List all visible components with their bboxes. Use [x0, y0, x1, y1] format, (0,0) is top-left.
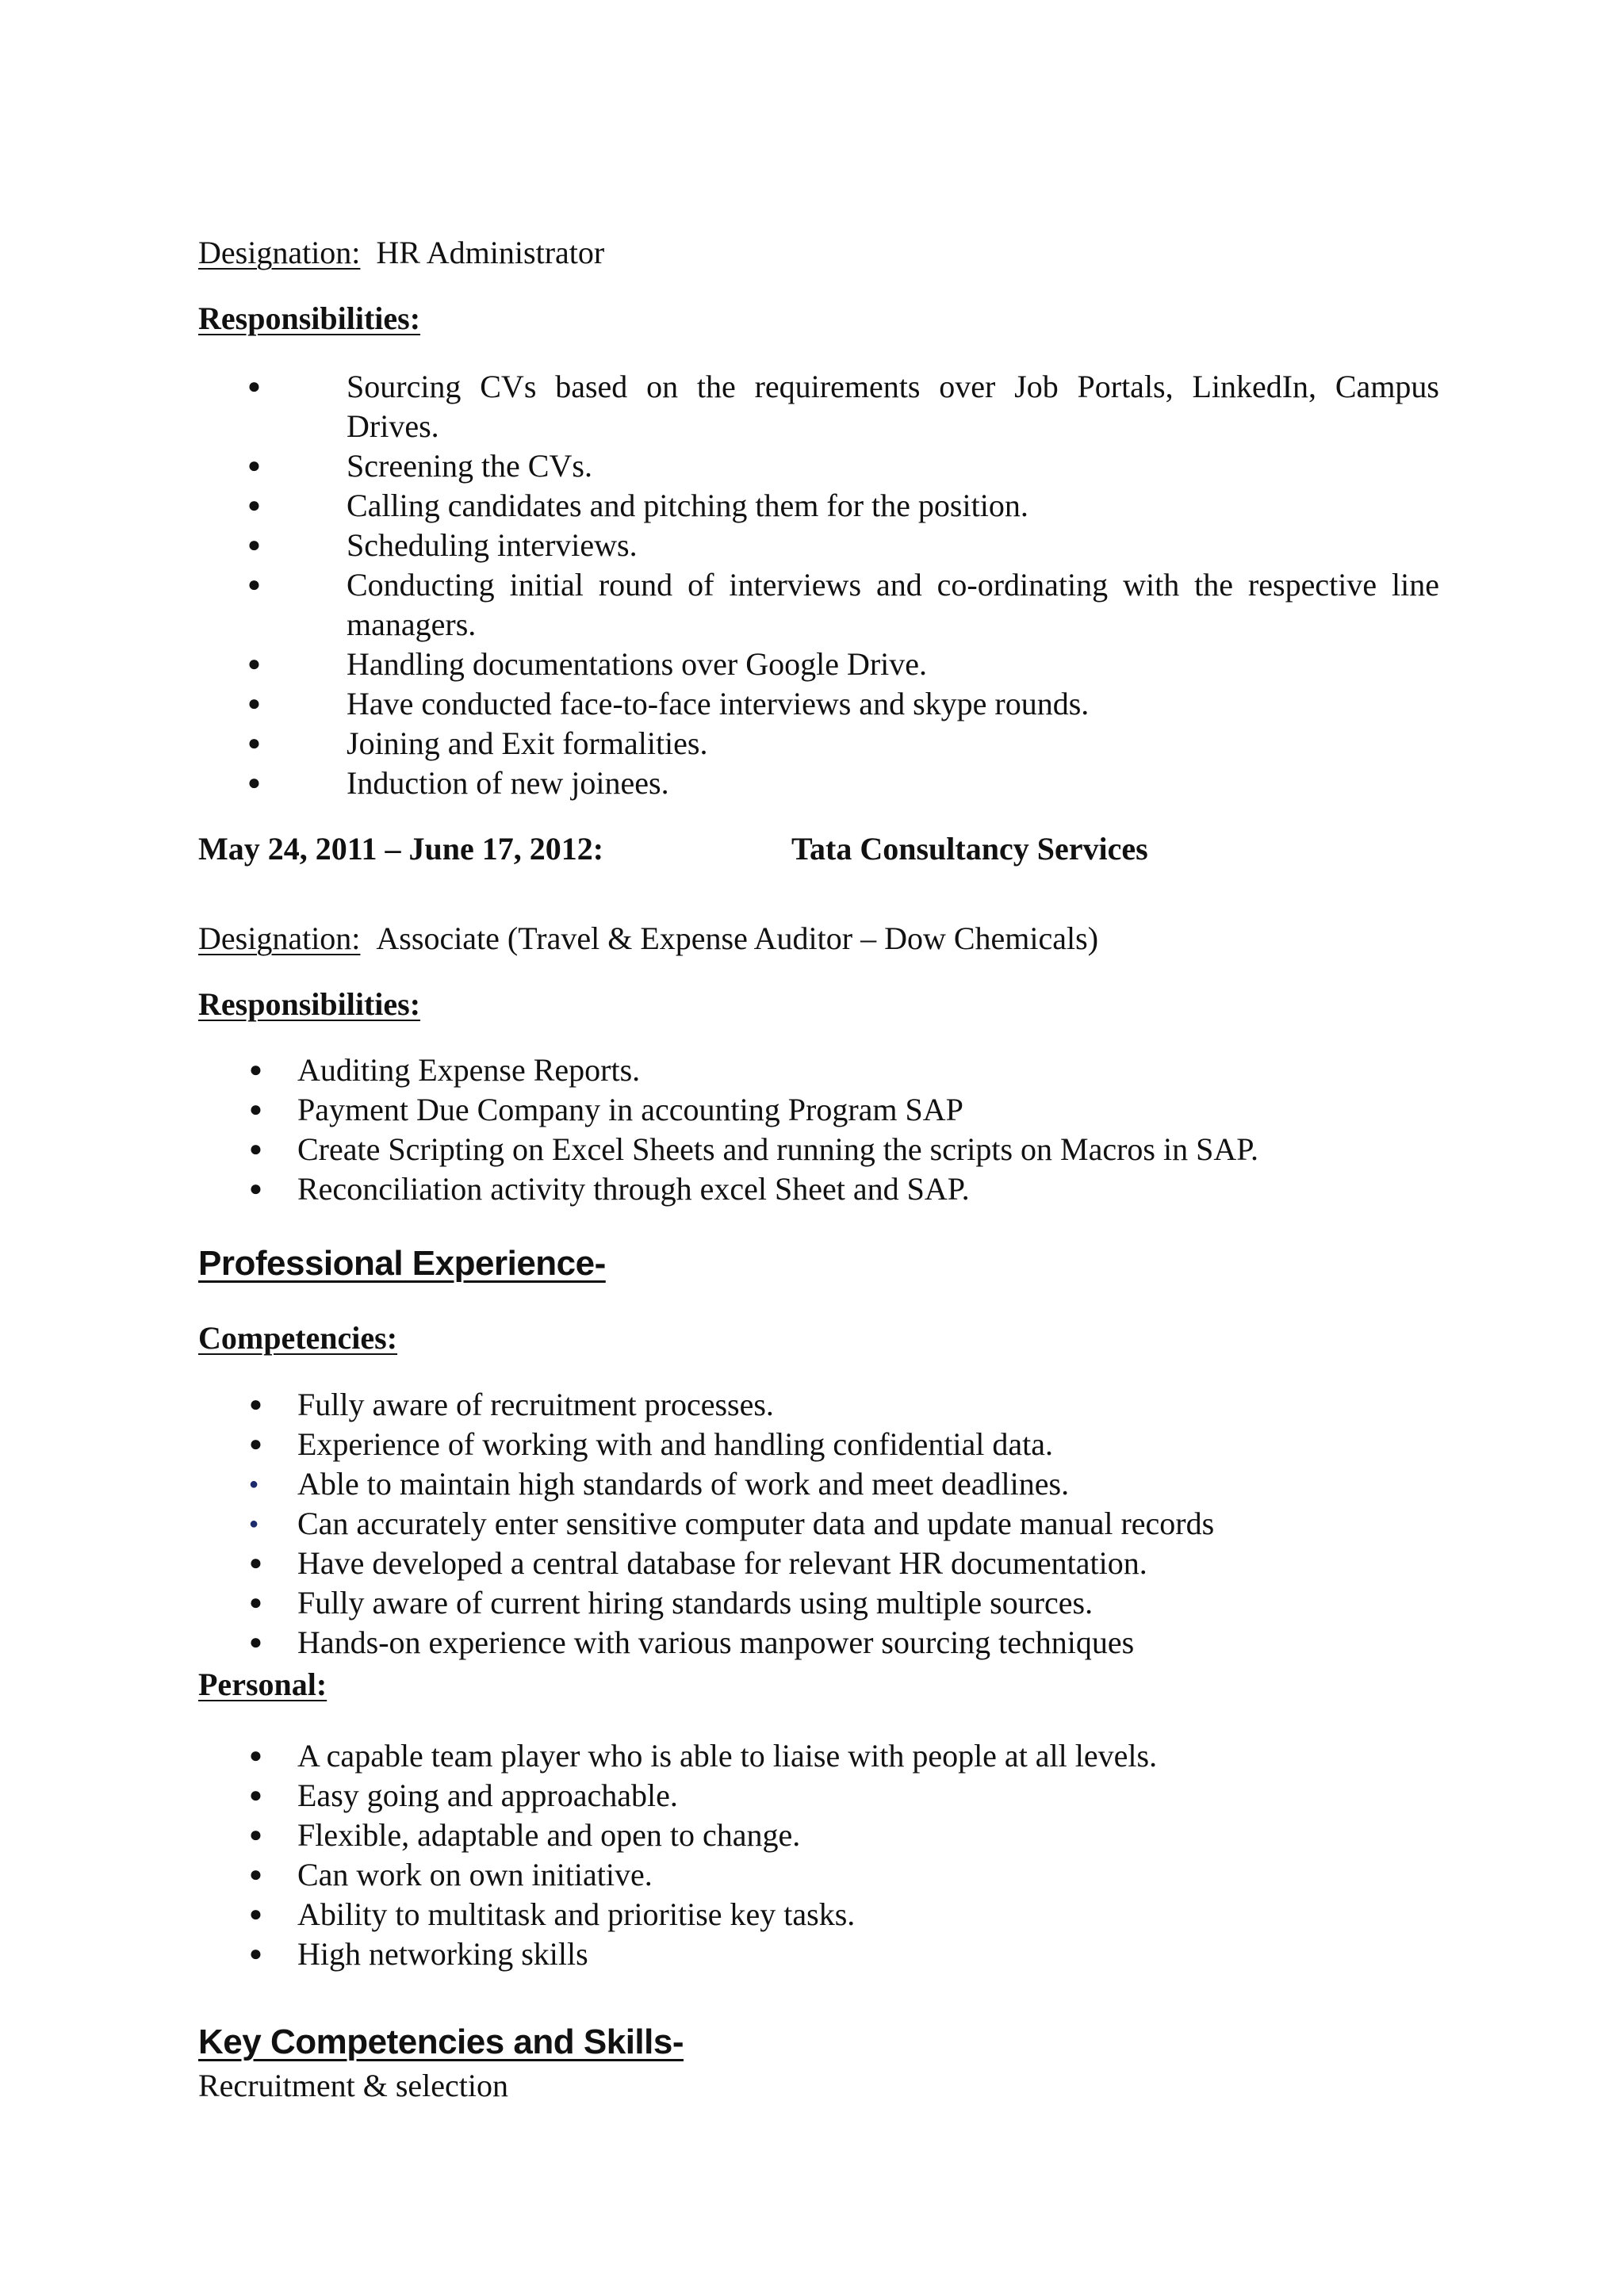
bullet-icon: ●	[249, 1515, 259, 1533]
bullet-icon: ●	[249, 1590, 262, 1615]
bullet-icon: ●	[247, 691, 261, 716]
bullet-icon: ●	[249, 1475, 259, 1493]
list-item: ● Screening the CVs.	[198, 446, 1439, 486]
bullet-icon: ●	[249, 1392, 262, 1417]
list-item: ● Calling candidates and pitching them for the position.	[198, 486, 1439, 526]
list-item: ● Able to maintain high standards of work and meet deadlines.	[198, 1464, 1439, 1504]
bullet-icon: ●	[249, 1630, 262, 1655]
bullet-icon: ●	[249, 1783, 262, 1808]
list-item: ● Can work on own initiative.	[198, 1855, 1439, 1895]
bullet-icon: ●	[247, 731, 261, 756]
bullet-icon: ●	[249, 1823, 262, 1847]
list-item: ● Induction of new joinees.	[198, 763, 1439, 803]
job-header-tcs	[198, 829, 1439, 869]
list-item: ● High networking skills	[198, 1934, 1439, 1974]
bullet-icon: ●	[249, 1097, 262, 1122]
bullet-icon: ●	[249, 1058, 262, 1082]
list-item: ● Scheduling interviews.	[198, 526, 1439, 565]
list-item: ● Experience of working with and handling confidential data.	[198, 1425, 1439, 1464]
list-item: ● Fully aware of current hiring standards using multiple sources.	[198, 1583, 1439, 1623]
bullet-icon: ●	[249, 1942, 262, 1966]
list-item: ● Auditing Expense Reports.	[198, 1050, 1439, 1090]
bullet-icon: ●	[249, 1551, 262, 1575]
designation-value: Associate (Travel & Expense Auditor – Dow Chemicals)	[376, 920, 1099, 956]
list-item: ● Ability to multitask and prioritise key tasks.	[198, 1895, 1439, 1934]
designation-label: Designation:	[198, 920, 361, 956]
list-item: ● Joining and Exit formalities.	[198, 724, 1439, 763]
designation-label: Designation:	[198, 235, 361, 270]
personal-list	[198, 1736, 1439, 1974]
designation-line-hr	[198, 233, 1439, 273]
competencies-list	[198, 1385, 1439, 1663]
bullet-icon: ●	[247, 572, 261, 597]
bullet-icon: ●	[247, 533, 261, 557]
bullet-icon: ●	[249, 1902, 262, 1927]
designation-line-tcs	[198, 919, 1439, 959]
section-heading-professional-experience: Professional Experience-	[198, 1244, 606, 1283]
bullet-icon: ●	[249, 1862, 262, 1887]
bullet-icon: ●	[247, 374, 261, 399]
section-heading-key-competencies: Key Competencies and Skills-	[198, 2022, 684, 2061]
responsibilities-heading: Responsibilities:	[198, 986, 421, 1022]
list-item: ● Hands-on experience with various manpower sourcing techniques	[198, 1623, 1439, 1663]
list-item: ● Have developed a central database for relevant HR documentation.	[198, 1544, 1439, 1583]
bullet-icon: ●	[249, 1432, 262, 1456]
bullet-icon: ●	[247, 493, 261, 518]
list-item: ● Flexible, adaptable and open to change.	[198, 1816, 1439, 1855]
competencies-heading: Competencies:	[198, 1320, 398, 1356]
list-item: ● Reconciliation activity through excel Sheet and SAP.	[198, 1169, 1439, 1209]
list-item: ● Handling documentations over Google Drive.	[198, 645, 1439, 684]
list-item: ● Can accurately enter sensitive computer data and update manual records	[198, 1504, 1439, 1544]
list-item: ● Easy going and approachable.	[198, 1776, 1439, 1816]
list-item: ● A capable team player who is able to liaise with people at all levels.	[198, 1736, 1439, 1776]
responsibilities-list-tcs	[198, 1050, 1439, 1209]
bullet-icon: ●	[249, 1743, 262, 1768]
list-item: ● Fully aware of recruitment processes.	[198, 1385, 1439, 1425]
job-company: Tata Consultancy Services	[791, 831, 1148, 867]
list-item: ● Sourcing CVs based on the requirements over Job Portals, LinkedIn, Campus Drives.	[247, 369, 1439, 444]
list-item: ● Have conducted face-to-face interviews and skype rounds.	[198, 684, 1439, 724]
bullet-icon: ●	[247, 652, 261, 676]
responsibilities-heading: Responsibilities:	[198, 300, 421, 336]
list-item: ● Payment Due Company in accounting Program SAP	[198, 1090, 1439, 1130]
bullet-icon: ●	[249, 1177, 262, 1201]
bullet-icon: ●	[247, 453, 261, 478]
personal-heading: Personal:	[198, 1667, 327, 1702]
key-competency-item: Recruitment & selection	[198, 2068, 508, 2103]
job-dates: May 24, 2011 – June 17, 2012:	[198, 831, 604, 867]
designation-value: HR Administrator	[376, 235, 605, 270]
list-item: ● Conducting initial round of interviews and co-ordinating with the respective line managers.	[247, 567, 1439, 642]
list-item: ● Create Scripting on Excel Sheets and running the scripts on Macros in SAP.	[198, 1130, 1439, 1169]
bullet-icon: ●	[247, 771, 261, 795]
responsibilities-list-hr	[198, 367, 1439, 803]
bullet-icon: ●	[249, 1137, 262, 1161]
